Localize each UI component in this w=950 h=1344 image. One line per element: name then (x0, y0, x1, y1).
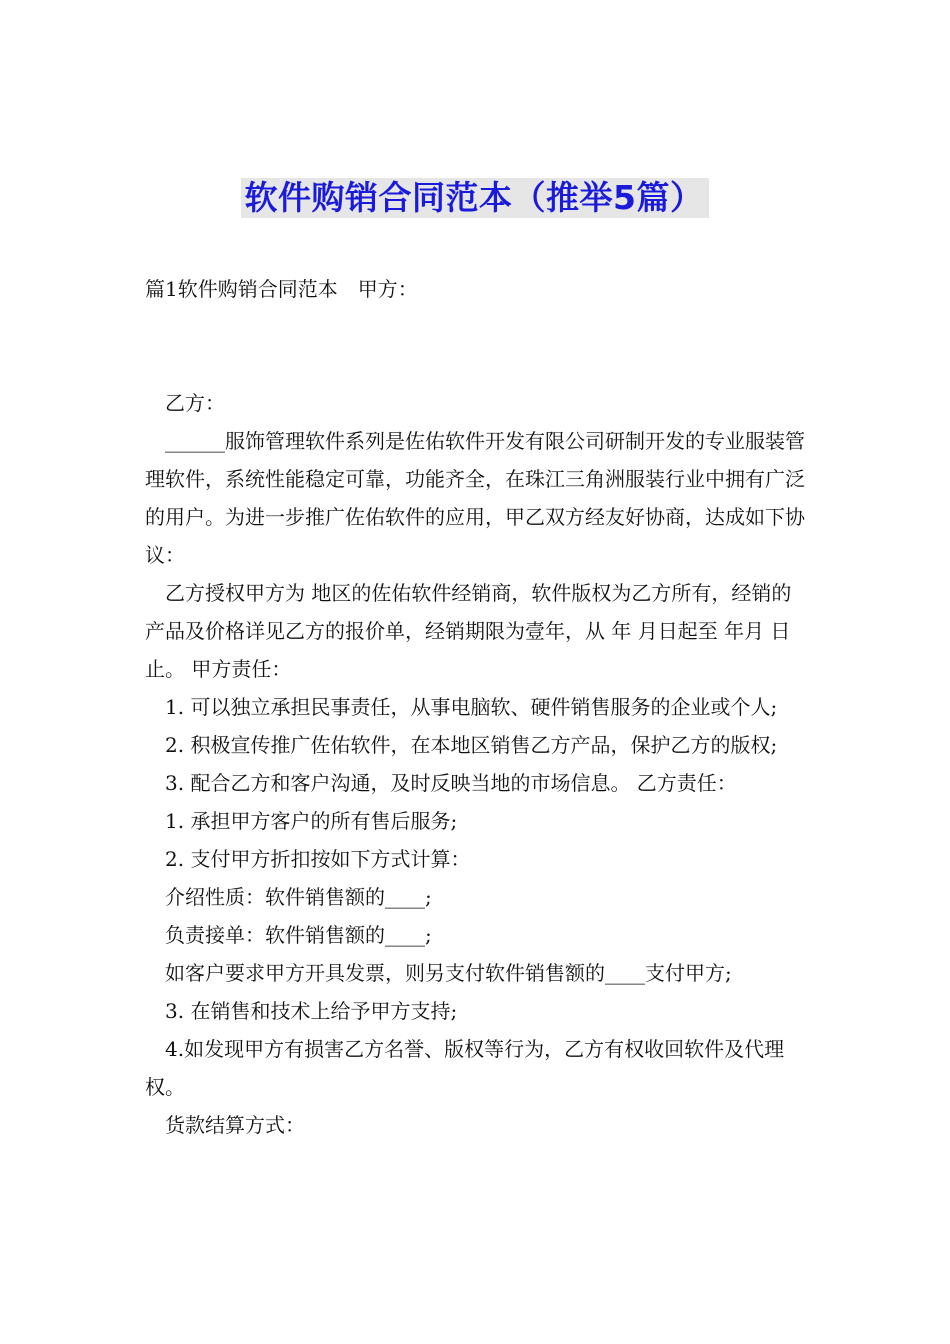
paragraph-authorization: 乙方授权甲方为 地区的佐佑软件经销商，软件版权为乙方所有，经销的产品及价格详见乙方的报价单，经销期限为壹年，从 年 月日起至 年月 日止。 甲方责任： (145, 581, 792, 681)
paragraph-invoice: 如客户要求甲方开具发票，则另支付软件销售额的____支付甲方; (165, 961, 732, 985)
paragraph-party-b-duty-3: 3. 在销售和技术上给予甲方支持; (165, 999, 458, 1023)
title-block (0, 178, 950, 218)
section-heading: 篇1软件购销合同范本 甲方： (145, 277, 418, 301)
paragraph-party-a-duty-1: 1. 可以独立承担民事责任，从事电脑软、硬件销售服务的企业或个人; (165, 695, 778, 719)
document-body (145, 270, 810, 1144)
document-title: 软件购销合同范本（推举5篇） (241, 178, 710, 218)
paragraph-party-b-duty-4: 4.如发现甲方有损害乙方名誉、版权等行为，乙方有权收回软件及代理权。 (145, 1037, 785, 1099)
paragraph-referral: 介绍性质：软件销售额的____; (165, 885, 432, 909)
paragraph-party-b: 乙方： (165, 391, 225, 415)
paragraph-order: 负责接单：软件销售额的____; (165, 923, 432, 947)
paragraph-party-b-duty-1: 1. 承担甲方客户的所有售后服务; (165, 809, 458, 833)
paragraph-payment: 货款结算方式： (165, 1113, 305, 1137)
paragraph-party-a-duty-3: 3. 配合乙方和客户沟通，及时反映当地的市场信息。 乙方责任： (165, 771, 737, 795)
paragraph-intro: ______服饰管理软件系列是佐佑软件开发有限公司研制开发的专业服装管理软件，系统性能稳定可靠，功能齐全，在珠江三角洲服装行业中拥有广泛的用户。为进一步推广佐佑软件的应用，甲乙双方经友好协商，达成如下协议： (145, 429, 805, 567)
paragraph-party-b-duty-2: 2. 支付甲方折扣按如下方式计算： (165, 847, 471, 871)
paragraph-party-a-duty-2: 2. 积极宣传推广佐佑软件，在本地区销售乙方产品，保护乙方的版权; (165, 733, 778, 757)
